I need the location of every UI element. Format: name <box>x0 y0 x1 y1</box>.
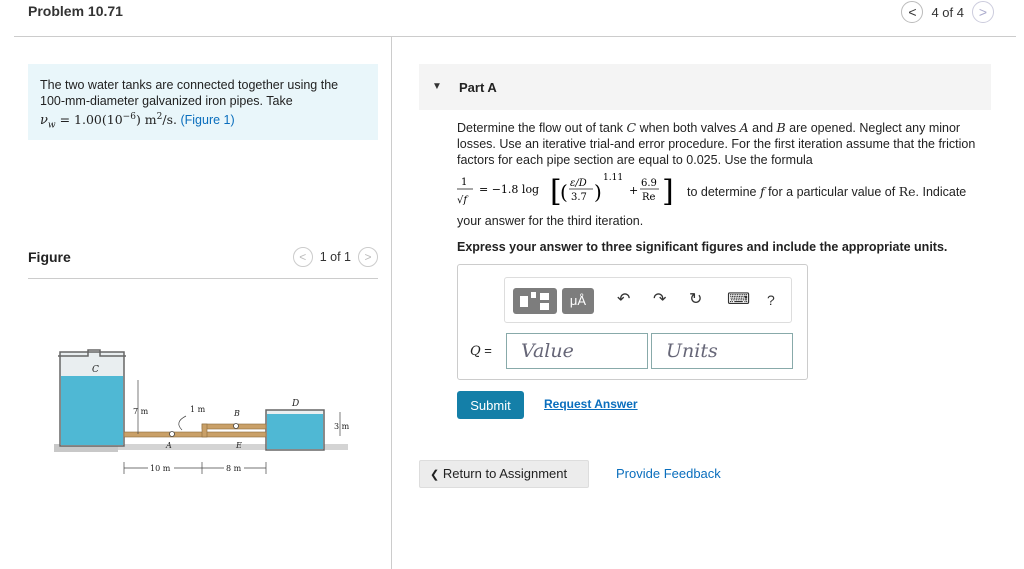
collapse-caret-icon[interactable]: ▼ <box>432 81 442 92</box>
figure-link[interactable]: (Figure 1) <box>180 113 235 128</box>
template-box-icon <box>540 293 549 300</box>
dim-3m-label: 3 m <box>334 422 350 431</box>
valve-b-symbol <box>234 424 239 429</box>
reset-icon[interactable]: ↻ <box>689 291 703 308</box>
nu-symbol: ν <box>40 113 48 129</box>
figure-pager-text: 1 of 1 <box>319 250 351 264</box>
express-instruction: Express your answer to three significant figures and include the appropriate units. <box>457 240 948 254</box>
nu-units-exp: 2 <box>156 112 163 122</box>
nu-exponent: −6 <box>122 112 136 122</box>
formula-graphic <box>457 170 687 214</box>
intro-line-1: The two water tanks are connected together using the <box>40 78 339 92</box>
formula-paren-left: ( <box>560 180 568 204</box>
valve-a-symbol <box>170 432 175 437</box>
chevron-left-icon: ❮ <box>430 469 440 481</box>
tank-c-water <box>61 376 123 445</box>
template-box2-icon <box>540 303 549 310</box>
part-title: Part A <box>459 80 497 95</box>
problem-pager-text: 4 of 4 <box>931 4 964 20</box>
top-divider <box>14 36 1016 37</box>
dim-1m-curve <box>179 416 186 430</box>
return-to-assignment-button[interactable] <box>419 460 589 488</box>
template-small-square-icon <box>531 292 536 298</box>
formula-frac2-num: 6.9 <box>641 178 657 189</box>
intro-line-3 <box>40 109 366 134</box>
formula-num: 1 <box>461 177 468 188</box>
tank-d-water <box>267 414 323 449</box>
figure-pager <box>293 247 378 267</box>
prev-figure-button[interactable]: < <box>293 247 313 267</box>
tank-d-label: D <box>292 399 300 409</box>
problem-title: Problem 10.71 <box>28 3 123 19</box>
prev-problem-button[interactable]: < <box>901 1 923 23</box>
next-figure-button[interactable]: > <box>358 247 378 267</box>
formula-equals: = −1.8 log <box>479 183 540 196</box>
formula-after-text: to determine f for a particular value of Re. Indicate <box>687 184 967 199</box>
question-line-2: losses. Use an iterative trial-and error procedure. For the first iteration assume that the friction <box>457 137 976 151</box>
nu-value: = 1.00(10 <box>55 112 123 128</box>
q-label: Q = <box>470 343 492 359</box>
junction-e-label: E <box>236 441 242 450</box>
request-answer-link[interactable]: Request Answer <box>544 397 638 411</box>
template-square-icon <box>520 296 528 307</box>
units-input[interactable]: Units <box>651 333 793 369</box>
formula-exponent: 1.11 <box>603 173 624 183</box>
nu-units-tail: /s. <box>162 112 177 128</box>
question-line-1: Determine the flow out of tank C when both valves A and B are opened. Neglect any minor <box>457 120 961 135</box>
pipe-main <box>124 432 266 437</box>
math-toolbar <box>504 277 792 323</box>
top-bar <box>0 0 1024 30</box>
return-label: Return to Assignment <box>442 466 568 481</box>
redo-icon[interactable]: ↷ <box>653 291 667 308</box>
valve-b-label: B <box>234 409 240 418</box>
valve-a-label: A <box>166 441 172 450</box>
tank-c-label: C <box>92 365 99 375</box>
units-button[interactable]: μÅ <box>562 288 594 314</box>
nu-units: ) m <box>135 112 157 128</box>
question-line-3: factors for each pipe section are equal to 0.025. Use the formula <box>457 153 813 167</box>
value-input[interactable]: Value <box>506 333 648 369</box>
formula-plus: + <box>629 184 639 197</box>
answer-input-row <box>458 331 809 371</box>
figure-header <box>28 247 378 279</box>
submit-button[interactable]: Submit <box>457 391 524 419</box>
dim-10m-label: 10 m <box>150 464 171 473</box>
formula-rootf: √f <box>457 195 468 206</box>
column-divider <box>391 37 392 569</box>
answer-box <box>457 264 808 380</box>
dim-1m-label: 1 m <box>190 405 206 414</box>
templates-button[interactable] <box>513 288 557 314</box>
next-problem-button[interactable]: > <box>972 1 994 23</box>
formula-bracket-right: ] <box>662 174 674 209</box>
help-icon[interactable]: ? <box>767 292 775 308</box>
question-text <box>457 120 992 168</box>
figure-label: Figure <box>28 249 71 265</box>
tank-diagram <box>40 340 360 490</box>
formula-paren-right: ) <box>594 180 602 204</box>
problem-pager <box>901 0 994 24</box>
undo-icon[interactable]: ↶ <box>617 291 631 308</box>
problem-intro <box>28 64 378 140</box>
dim-8m-label: 8 m <box>226 464 242 473</box>
formula-frac2-den: Re <box>642 192 656 203</box>
question-last-line: your answer for the third iteration. <box>457 214 644 228</box>
dim-7m-label: 7 m <box>133 407 149 416</box>
colebrook-formula <box>457 170 992 214</box>
formula-frac-den: 3.7 <box>571 192 587 203</box>
pipe-riser <box>202 424 207 437</box>
nu-subscript: w <box>47 120 56 131</box>
formula-frac-num: ε/D <box>570 178 587 189</box>
provide-feedback-link[interactable]: Provide Feedback <box>616 466 721 481</box>
part-a-header[interactable] <box>419 64 991 110</box>
intro-line-2: 100-mm-diameter galvanized iron pipes. Take <box>40 94 293 108</box>
formula-bracket-left: [ <box>550 174 562 209</box>
keyboard-icon[interactable]: ⌨ <box>727 291 751 308</box>
